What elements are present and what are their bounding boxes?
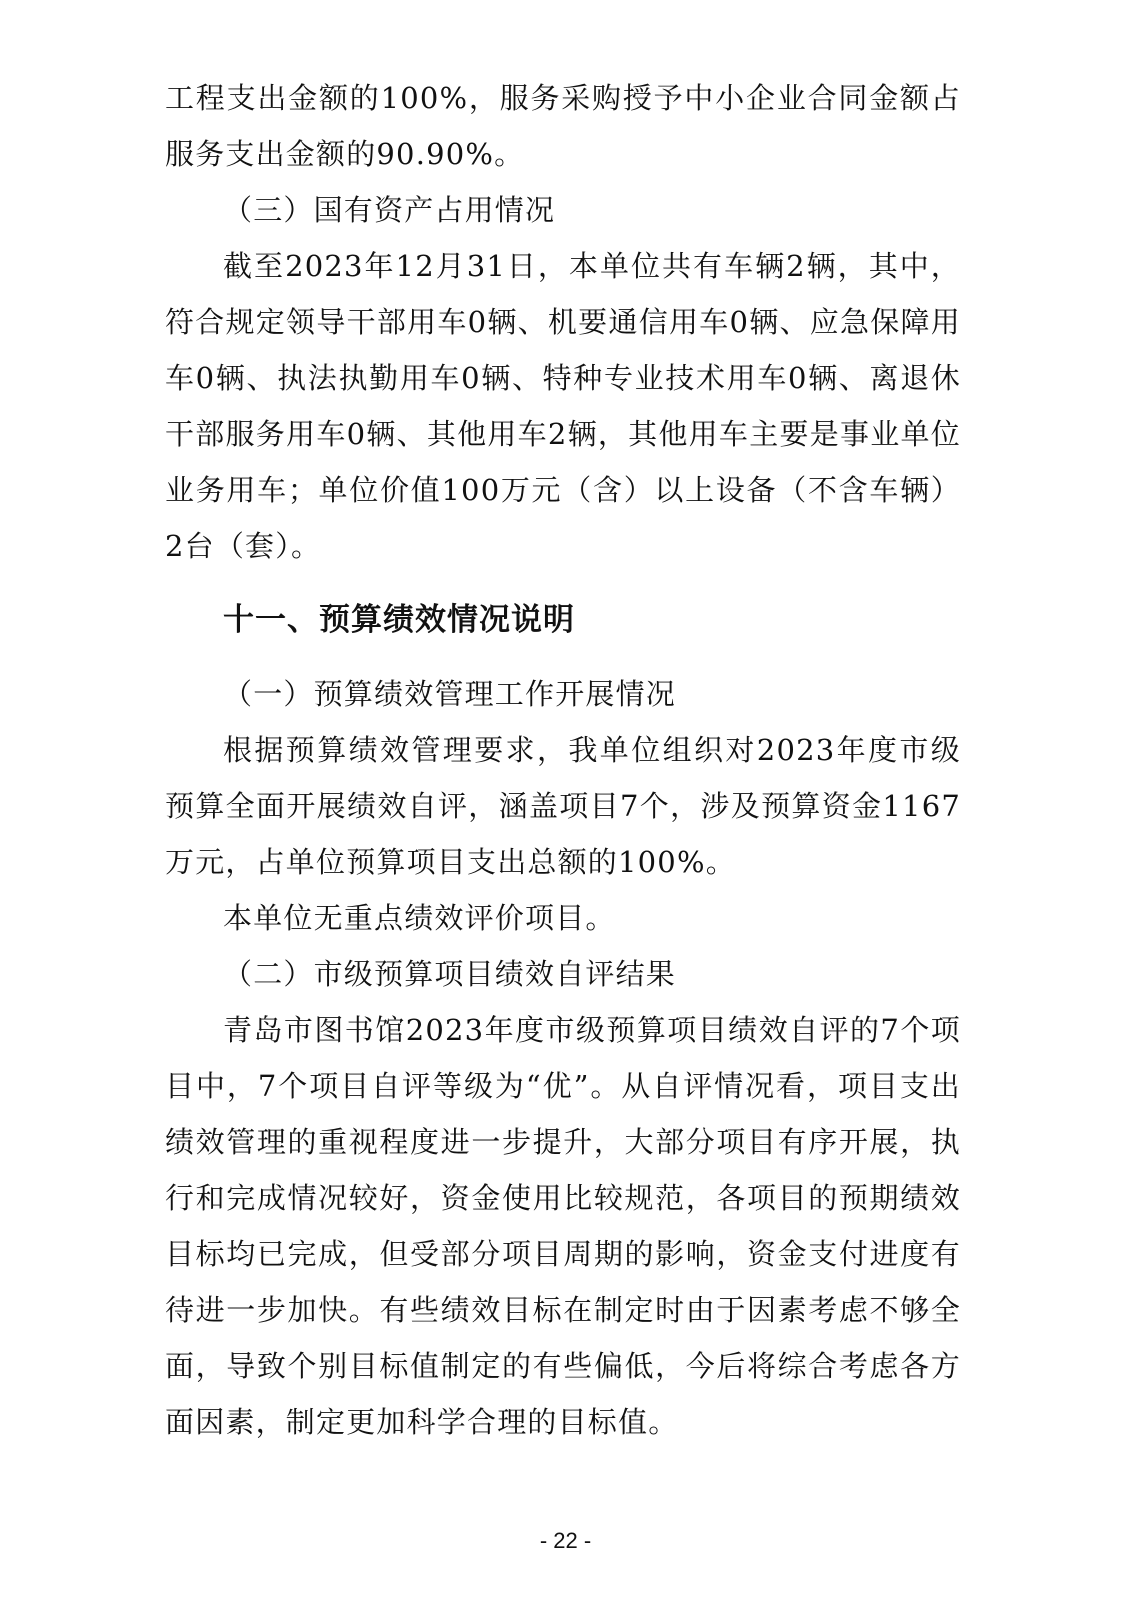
subheading-performance-management: （一）预算绩效管理工作开展情况	[223, 677, 677, 711]
subheading-self-evaluation-results: （二）市级预算项目绩效自评结果	[223, 957, 677, 991]
paragraph-performance-management: 根据预算绩效管理要求，我单位组织对2023年度市级预算全面开展绩效自评，涵盖项目7个，涉及预算资金1167万元，占单位预算项目支出总额的100%。	[165, 733, 961, 879]
section-heading-budget-performance: 十一、预算绩效情况说明	[223, 602, 575, 638]
document-body	[165, 70, 961, 1450]
page-number: - 22 -	[539, 1528, 592, 1553]
paragraph-state-assets: 截至2023年12月31日，本单位共有车辆2辆，其中，符合规定领导干部用车0辆、机要通信用车0辆、应急保障用车0辆、执法执勤用车0辆、特种专业技术用车0辆、离退休干部服务用车0辆、其他用车2辆，其他用车主要是事业单位业务用车；单位价值100万元（含）以上设备（不含车辆）2台（套）。	[165, 249, 961, 563]
continued-paragraph: 工程支出金额的100%，服务采购授予中小企业合同金额占服务支出金额的90.90%。	[165, 81, 961, 171]
paragraph-self-evaluation-results: 青岛市图书馆2023年度市级预算项目绩效自评的7个项目中，7个项目自评等级为“优”。从自评情况看，项目支出绩效管理的重视程度进一步提升，大部分项目有序开展，执行和完成情况较好，资金使用比较规范，各项目的预期绩效目标均已完成，但受部分项目周期的影响，资金支付进度有待进一步加快。有些绩效目标在制定时由于因素考虑不够全面，导致个别目标值制定的有些偏低，今后将综合考虑各方面因素，制定更加科学合理的目标值。	[165, 1013, 961, 1439]
paragraph-no-key-evaluation: 本单位无重点绩效评价项目。	[223, 901, 616, 935]
subheading-state-assets: （三）国有资产占用情况	[223, 193, 556, 227]
